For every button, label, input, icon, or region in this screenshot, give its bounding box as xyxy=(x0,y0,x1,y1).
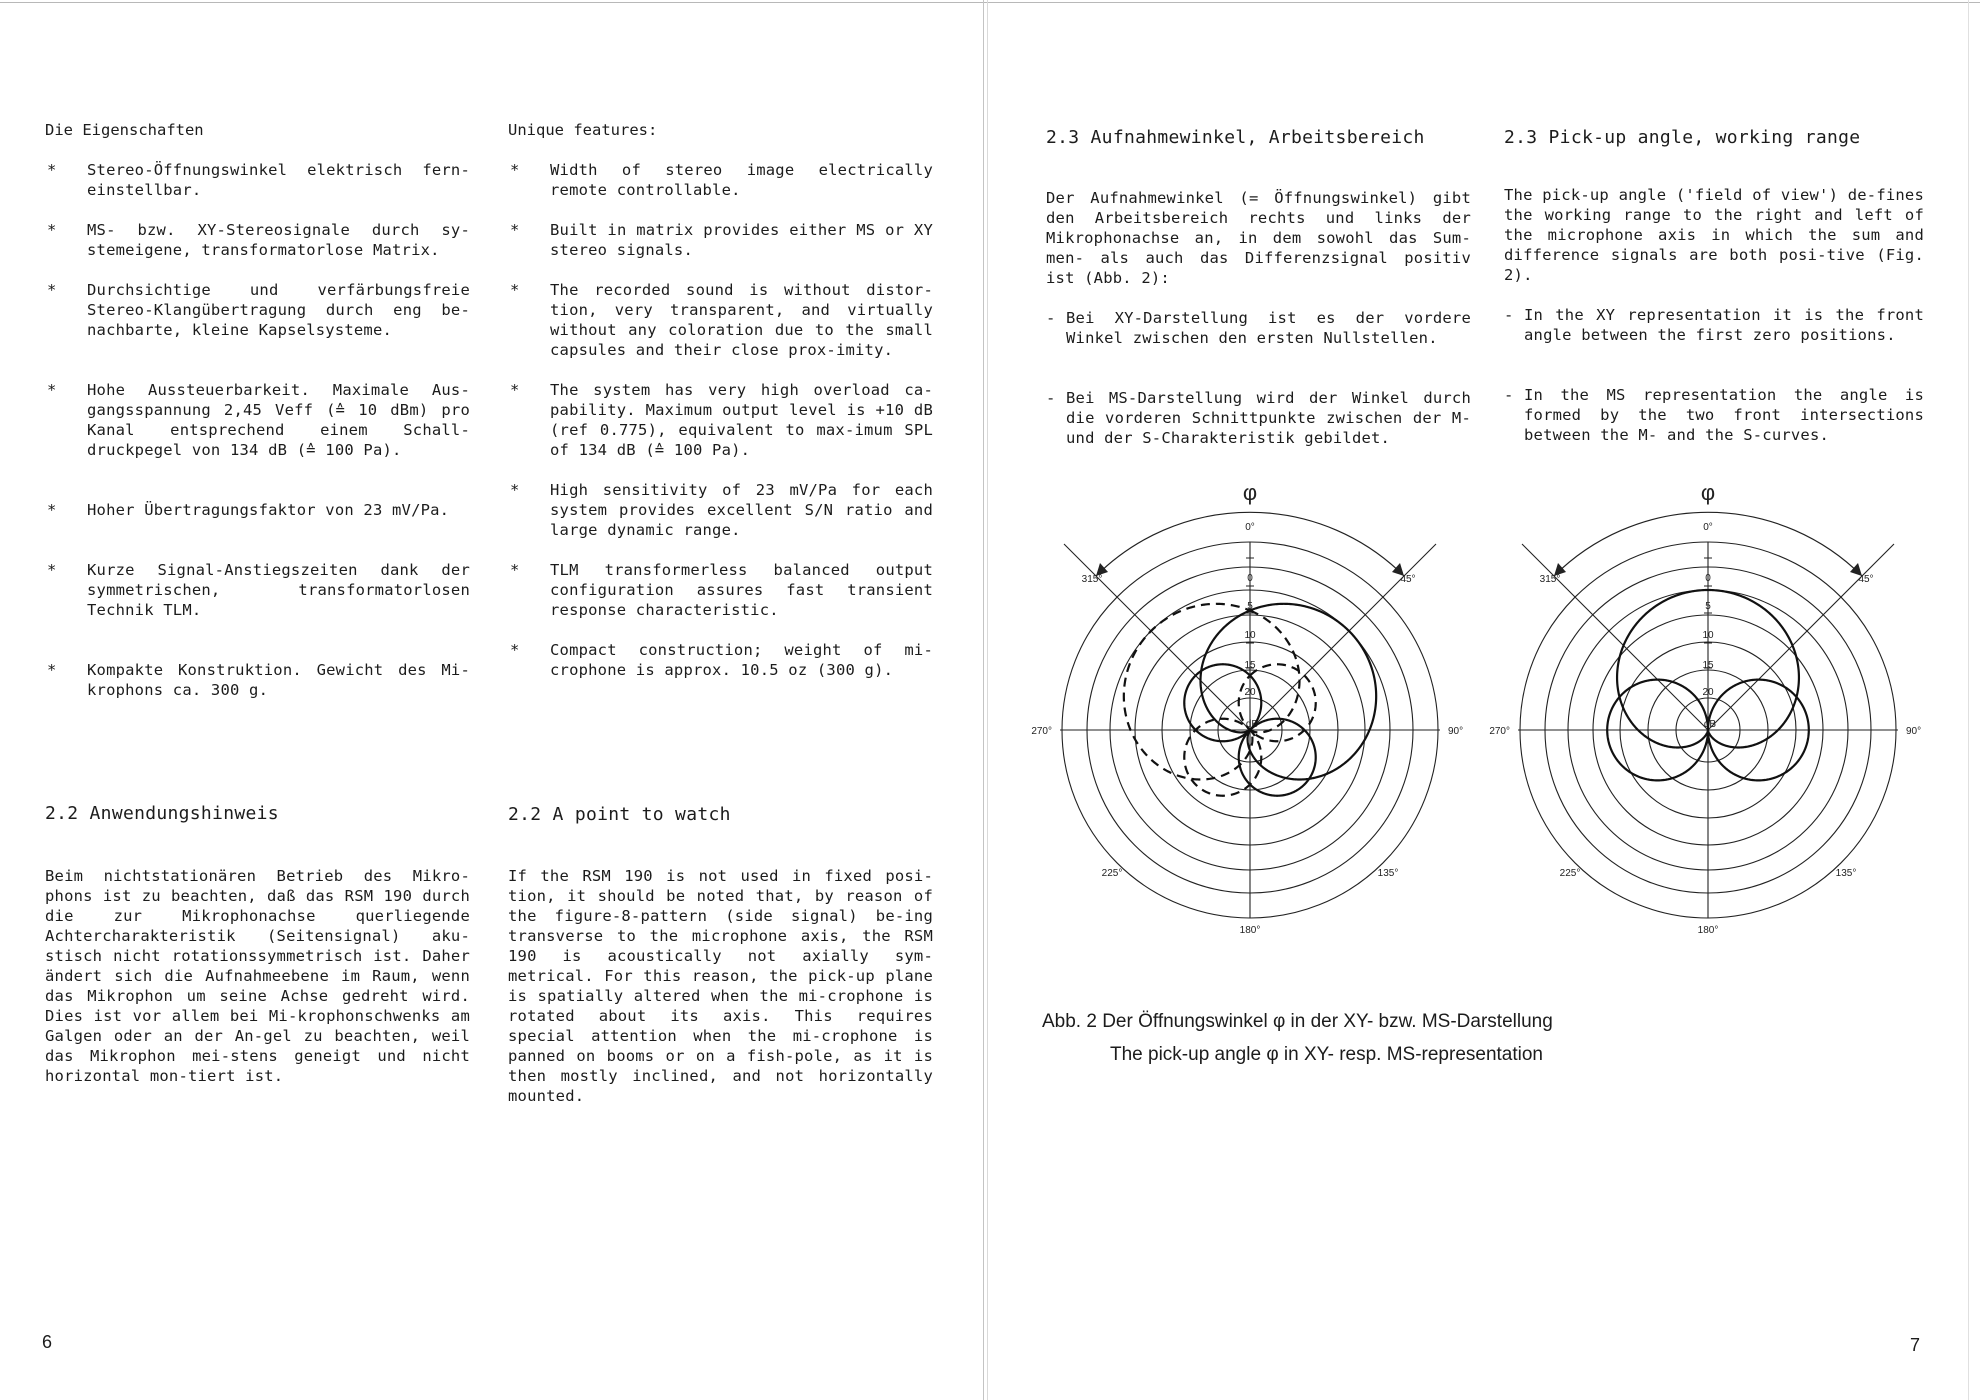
en-feature-item xyxy=(508,160,933,200)
angle-label-270: 270° xyxy=(1489,726,1510,737)
angle-label-225: 225° xyxy=(1559,868,1581,879)
figure-caption-en: The pick-up angle φ in XY- resp. MS-representation xyxy=(1110,1044,1544,1065)
bullet: * xyxy=(47,661,57,679)
de-features-title: Die Eigenschaften xyxy=(45,121,204,139)
point-text: In the XY representation it is the front angle between the first zero positions. xyxy=(1524,306,1924,344)
feature-text: Width of stereo image electrically remote controllable. xyxy=(550,161,933,199)
en-section-title: 2.2 A point to watch xyxy=(508,804,731,825)
dash: - xyxy=(1046,309,1056,327)
bullet: * xyxy=(510,381,520,399)
feature-text: Built in matrix provides either MS or XY stereo signals. xyxy=(550,221,933,259)
bullet: * xyxy=(47,501,57,519)
angle-label-180: 180° xyxy=(1239,925,1261,936)
feature-text: Compact construction; weight of mi-crophone is approx. 10.5 oz (300 g). xyxy=(550,641,933,679)
bullet: * xyxy=(47,561,57,579)
de-feature-item xyxy=(45,280,470,340)
db-scale-label: 0 xyxy=(1247,573,1253,584)
feature-text: Durchsichtige und verfärbungsfreie Stereo-Klangübertragung durch eng be-nachbarte, kleine Kapselsysteme. xyxy=(87,281,470,339)
feature-text: TLM transformerless balanced output configuration assures fast transient response characteristic. xyxy=(550,561,933,619)
en-pickup-title: 2.3 Pick-up angle, working range xyxy=(1504,127,1861,148)
feature-text: The recorded sound is without distor-tion, very transparent, and virtually without any coloration due to the small capsules and their close prox-imity. xyxy=(550,281,933,359)
de-feature-list xyxy=(45,160,470,720)
de-pickup-point xyxy=(1046,388,1471,448)
page-top-edge xyxy=(0,2,1980,3)
db-scale-label: 20 xyxy=(1244,687,1256,698)
feature-text: Hoher Übertragungsfaktor von 23 mV/Pa. xyxy=(87,501,450,519)
angle-label-45: 45° xyxy=(1400,574,1416,585)
dash: - xyxy=(1504,306,1514,324)
angle-label-90: 90° xyxy=(1906,726,1922,737)
bullet: * xyxy=(510,641,520,659)
db-scale-label: 10 xyxy=(1244,630,1256,641)
en-feature-item xyxy=(508,560,933,620)
db-scale-label: 15 xyxy=(1244,660,1256,671)
diagonal-45 xyxy=(1250,544,1436,730)
de-feature-item xyxy=(45,660,470,700)
en-pickup-point xyxy=(1504,385,1924,445)
bullet: * xyxy=(510,481,520,499)
feature-text: Kurze Signal-Anstiegszeiten dank der symmetrischen, transformatorlosen Technik TLM. xyxy=(87,561,470,619)
bullet: * xyxy=(47,381,57,399)
bullet: * xyxy=(510,281,520,299)
db-scale-label: 10 xyxy=(1702,630,1714,641)
point-text: Bei XY-Darstellung ist es der vordere Winkel zwischen den ersten Nullstellen. xyxy=(1066,309,1471,347)
book-spine-shadow xyxy=(987,0,988,1400)
page-number-left: 6 xyxy=(42,1332,53,1352)
en-pickup-column xyxy=(1504,185,1924,465)
dash: - xyxy=(1046,389,1056,407)
en-feature-list xyxy=(508,160,933,700)
feature-text: The system has very high overload ca-pability. Maximum output level is +10 dB (ref 0.775), equivalent to max-imum SPL of 134 dB (≙ 100 Pa). xyxy=(550,381,933,459)
angle-label-0: 0° xyxy=(1245,522,1255,533)
en-feature-item xyxy=(508,480,933,540)
de-feature-item xyxy=(45,220,470,260)
db-unit-label: dB xyxy=(1245,719,1259,730)
point-text: In the MS representation the angle is formed by the two front intersections between the M- and the S-curves. xyxy=(1524,386,1924,444)
en-feature-item xyxy=(508,380,933,460)
feature-text: Hohe Aussteuerbarkeit. Maximale Aus-gangsspannung 2,45 Veff (≙ 10 dBm) pro Kanal entsprechend einem Schall-druckpegel von 134 dB (≙ 100 Pa). xyxy=(87,381,470,459)
page-number-right: 7 xyxy=(1910,1335,1921,1355)
bullet: * xyxy=(47,281,57,299)
en-feature-item xyxy=(508,640,933,680)
de-pickup-column xyxy=(1046,188,1471,468)
bullet: * xyxy=(510,561,520,579)
de-feature-item xyxy=(45,560,470,620)
angle-label-135: 135° xyxy=(1835,868,1857,879)
bullet: * xyxy=(510,221,520,239)
angle-label-180: 180° xyxy=(1697,925,1719,936)
figure-caption-de: Abb. 2 Der Öffnungswinkel φ in der XY- bzw. MS-Darstellung xyxy=(1042,1011,1553,1032)
phi-label: φ xyxy=(1700,480,1716,505)
de-pickup-intro: Der Aufnahmewinkel (= Öffnungswinkel) gibt den Arbeitsbereich rechts und links der Mikrophonachse an, in dem sowohl das Sum-men- als auch das Differenzsignal positiv ist (Abb. 2): xyxy=(1046,189,1471,287)
feature-text: High sensitivity of 23 mV/Pa for each system provides excellent S/N ratio and large dynamic range. xyxy=(550,481,933,539)
point-text: Bei MS-Darstellung wird der Winkel durch die vorderen Schnittpunkte zwischen der M- und der S-Charakteristik gebildet. xyxy=(1066,389,1471,447)
en-features-title: Unique features: xyxy=(508,121,658,139)
angle-label-0: 0° xyxy=(1703,522,1713,533)
angle-label-90: 90° xyxy=(1448,726,1464,737)
dash: - xyxy=(1504,386,1514,404)
db-scale-label: 5 xyxy=(1705,601,1711,612)
bullet: * xyxy=(510,161,520,179)
de-feature-item xyxy=(45,380,470,460)
bullet: * xyxy=(47,221,57,239)
de-feature-item xyxy=(45,500,470,520)
polar-diagram-ms xyxy=(1478,480,1922,945)
feature-text: MS- bzw. XY-Stereosignale durch sy-stemeigene, transformatorlose Matrix. xyxy=(87,221,470,259)
book-spine xyxy=(983,0,984,1400)
page-right-edge xyxy=(1968,0,1969,1400)
db-scale-label: 0 xyxy=(1705,573,1711,584)
de-pickup-title: 2.3 Aufnahmewinkel, Arbeitsbereich xyxy=(1046,127,1425,148)
angle-label-315: 315° xyxy=(1539,574,1561,585)
feature-text: Kompakte Konstruktion. Gewicht des Mi-krophons ca. 300 g. xyxy=(87,661,470,699)
phi-label: φ xyxy=(1242,480,1258,505)
diagonal-315 xyxy=(1064,544,1250,730)
angle-label-45: 45° xyxy=(1858,574,1874,585)
en-pickup-intro: The pick-up angle ('field of view') de-fines the working range to the right and left of the microphone axis in which the sum and difference signals are both posi-tive (Fig. 2). xyxy=(1504,186,1924,284)
de-section-text: Beim nichtstationären Betrieb des Mikro-phons ist zu beachten, daß das RSM 190 durch die zur Mikrophonachse querliegende Achtercharakteristik (Seitensignal) aku-stisch nicht rotationssymmetrisch ist. Daher ändert sich die Aufnahmeebene im Raum, wenn das Mikrophon um seine Achse gedreht wird. Dies ist vor allem bei Mi-krophonschwenks am Galgen oder an der An-gel zu beachten, weil das Mikrophon mei-stens geneigt und nicht horizontal mon-tiert ist. xyxy=(45,867,470,1085)
feature-text: Stereo-Öffnungswinkel elektrisch fern-einstellbar. xyxy=(87,161,470,199)
angle-label-315: 315° xyxy=(1081,574,1103,585)
angle-label-135: 135° xyxy=(1377,868,1399,879)
en-feature-item xyxy=(508,220,933,260)
polar-diagram-xy xyxy=(1020,480,1464,945)
db-scale-label: 20 xyxy=(1702,687,1714,698)
angle-label-225: 225° xyxy=(1101,868,1123,879)
db-unit-label: dB xyxy=(1703,719,1717,730)
angle-label-270: 270° xyxy=(1031,726,1052,737)
db-scale-label: 5 xyxy=(1247,601,1253,612)
db-scale-label: 15 xyxy=(1702,660,1714,671)
en-section-text: If the RSM 190 is not used in fixed posi-tion, it should be noted that, by reason of the figure-8-pattern (side signal) be-ing transverse to the microphone axis, the RSM 190 is acoustically not axially sym-metrical. For this reason, the pick-up plane is spatially altered when the mi-crophone is rotated about its axis. This requires special attention when the mi-crophone is panned on booms or on a fish-pole, as it is then mostly inclined, and not horizontally mounted. xyxy=(508,867,933,1105)
de-pickup-point xyxy=(1046,308,1471,348)
en-feature-item xyxy=(508,280,933,360)
de-feature-item xyxy=(45,160,470,200)
de-section-title: 2.2 Anwendungshinweis xyxy=(45,803,279,824)
en-pickup-point xyxy=(1504,305,1924,345)
bullet: * xyxy=(47,161,57,179)
